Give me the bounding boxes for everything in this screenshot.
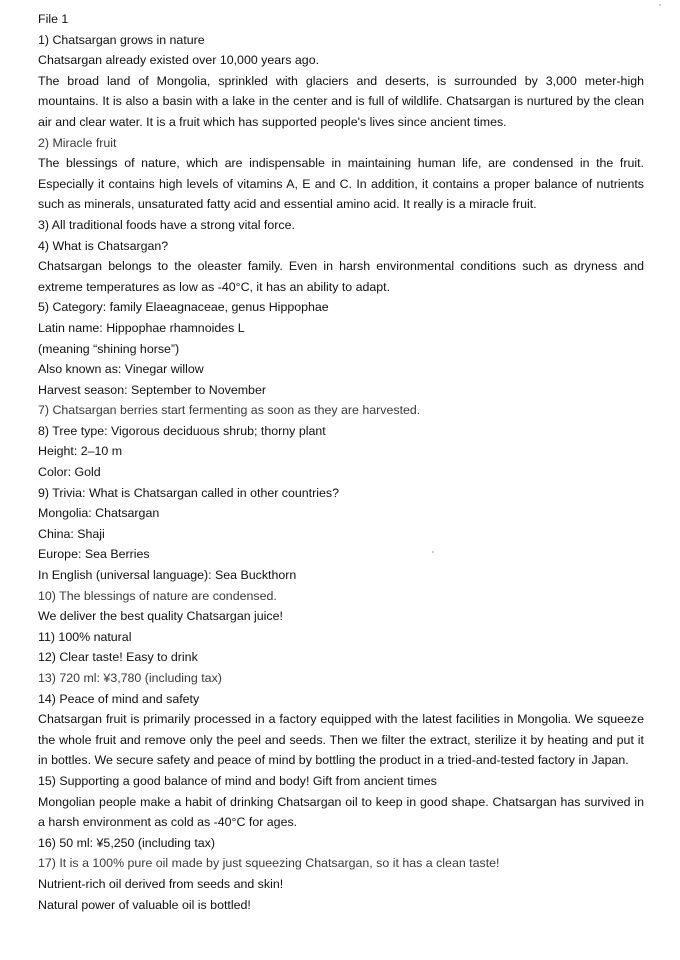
list-line: In English (universal language): Sea Buckthorn (38, 568, 297, 583)
section-heading: 8) Tree type: Vigorous deciduous shrub; thorny plant (38, 423, 326, 438)
section-heading: 12) Clear taste! Easy to drink (38, 650, 198, 665)
section-heading: 7) Chatsargan berries start fermenting as soon as they are harvested. (38, 403, 421, 418)
paragraph: The broad land of Mongolia, sprinkled with glaciers and deserts, is surrounded by 3,000 meter-high mountains. It is also a basin with a lake in the center and is full of wildlife. Chatsargan is nurtured by the clean air and clear water. It is a fruit which has supported people's lives since ancient times. (38, 73, 644, 129)
section-heading: 1) Chatsargan grows in nature (38, 32, 205, 47)
section-heading: 14) Peace of mind and safety (38, 691, 200, 706)
section-heading: 16) 50 ml: ¥5,250 (including tax) (38, 835, 216, 850)
list-line: Latin name: Hippophae rhamnoides L (38, 320, 245, 335)
paragraph: Mongolian people make a habit of drinking Chatsargan oil to keep in good shape. Chatsargan has survived in a harsh environment as cold as -40°C for ages. (38, 794, 644, 830)
section-heading: 5) Category: family Elaeagnaceae, genus Hippophae (38, 300, 329, 315)
list-line: Mongolia: Chatsargan (38, 506, 160, 521)
list-line: Nutrient-rich oil derived from seeds and skin! (38, 876, 284, 891)
section-heading: 2) Miracle fruit (38, 135, 117, 150)
section-heading: 11) 100% natural (38, 629, 132, 644)
list-line: Natural power of valuable oil is bottled! (38, 897, 251, 912)
list-line: We deliver the best quality Chatsargan juice! (38, 609, 283, 624)
scan-speck (659, 4, 661, 6)
paragraph-line: Chatsargan already existed over 10,000 years ago. (38, 53, 320, 68)
section-heading: 10) The blessings of nature are condensed. (38, 588, 277, 603)
paragraph: Chatsargan belongs to the oleaster family. Even in harsh environmental conditions such as dryness and extreme temperatures as low as -40°C, it has an ability to adapt. (38, 259, 644, 294)
paragraph: Chatsargan fruit is primarily processed in a factory equipped with the latest facilities in Mongolia. We squeeze the whole fruit and remove only the peel and seeds. Then we filter the extract, sterilize it by heating and put it in bottles. We secure safety and peace of mind by bottling the product in a tried-and-tested factory in Japan. (38, 712, 644, 768)
section-heading: 9) Trivia: What is Chatsargan called in other countries? (38, 485, 339, 500)
list-line: (meaning “shining horse”) (38, 341, 180, 356)
list-line: Europe: Sea Berries (38, 547, 150, 562)
scan-speck (432, 551, 434, 553)
section-heading: 13) 720 ml: ¥3,780 (including tax) (38, 671, 222, 685)
list-line: Also known as: Vinegar willow (38, 362, 204, 377)
paragraph: The blessings of nature, which are indispensable in maintaining human life, are condensed in the fruit. Especially it contains high levels of vitamins A, E and C. In addition, it contains a proper balance of nutrients such as minerals, unsaturated fatty acid and essential amino acid. It really is a miracle fruit. (38, 156, 644, 212)
list-line: China: Shaji (38, 526, 105, 541)
section-heading: 17) It is a 100% pure oil made by just squeezing Chatsargan, so it has a clean taste! (38, 856, 500, 871)
section-heading: 4) What is Chatsargan? (38, 238, 169, 253)
document-body (38, 9, 644, 915)
section-heading: 3) All traditional foods have a strong vital force. (38, 217, 295, 232)
section-heading: 15) Supporting a good balance of mind and body! Gift from ancient times (38, 773, 437, 788)
file-label: File 1 (38, 12, 69, 26)
list-line: Color: Gold (38, 465, 101, 480)
list-line: Height: 2–10 m (38, 444, 123, 459)
list-line: Harvest season: September to November (38, 382, 266, 397)
